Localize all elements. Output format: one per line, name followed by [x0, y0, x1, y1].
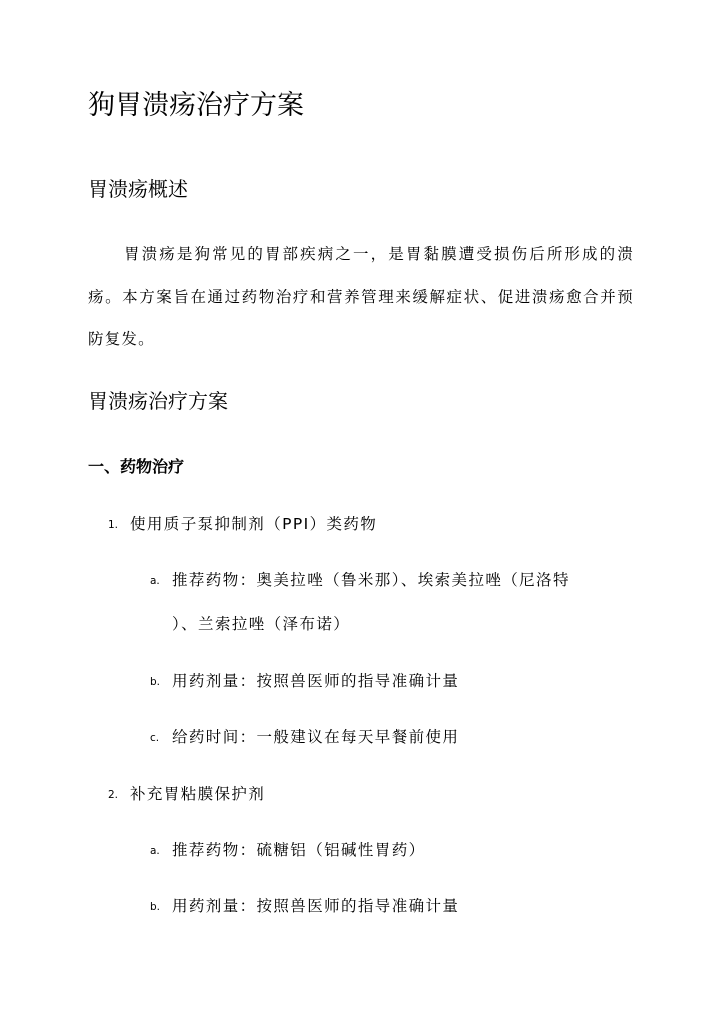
list-item: [108, 782, 265, 807]
list-item-text: 使用质子泵抑制剂（PPI）类药物: [130, 515, 378, 533]
overview-paragraph: 胃溃疡是狗常见的胃部疾病之一，是胃黏膜遭受损伤后所形成的溃疡。本方案旨在通过药物治疗和营养管理来缓解症状、促进溃疡愈合并预防复发。: [88, 245, 634, 348]
sub-list-item: [150, 669, 459, 694]
sub-list-item-continuation: ）、兰索拉唑（泽布诺）: [172, 615, 351, 633]
sub-list-item-letter: a.: [150, 575, 160, 587]
sub-list-item-text: 推荐药物：硫糖铝（铝碱性胃药）: [172, 841, 426, 859]
sub-list-item: [150, 838, 426, 863]
sub-list-item-text: 推荐药物：奥美拉唑（鲁米那）、埃索美拉唑（尼洛特: [172, 571, 570, 589]
sub-list-item-letter: a.: [150, 845, 160, 857]
sub-list-item-letter: c.: [150, 732, 160, 744]
sub-list-item-text: 给药时间：一般建议在每天早餐前使用: [172, 728, 460, 746]
list-item: [108, 512, 377, 537]
sub-list-item-text: 用药剂量：按照兽医师的指导准确计量: [172, 897, 460, 915]
sub-list-item: [150, 568, 570, 593]
subsection-heading-drug-therapy: 一、药物治疗: [88, 457, 185, 476]
list-item-text: 补充胃粘膜保护剂: [130, 785, 266, 803]
section-heading-overview: 胃溃疡概述: [88, 177, 188, 201]
sub-list-item-text: 用药剂量：按照兽医师的指导准确计量: [172, 672, 460, 690]
document-title: 狗胃溃疡治疗方案: [88, 90, 304, 121]
list-item-number: 2.: [108, 789, 119, 801]
sub-list-item-letter: b.: [150, 676, 161, 688]
list-item-number: 1.: [108, 519, 119, 531]
sub-list-item: [150, 725, 459, 750]
sub-list-item-letter: b.: [150, 901, 161, 913]
sub-list-item: [150, 894, 459, 919]
section-heading-treatment: 胃溃疡治疗方案: [88, 389, 228, 413]
